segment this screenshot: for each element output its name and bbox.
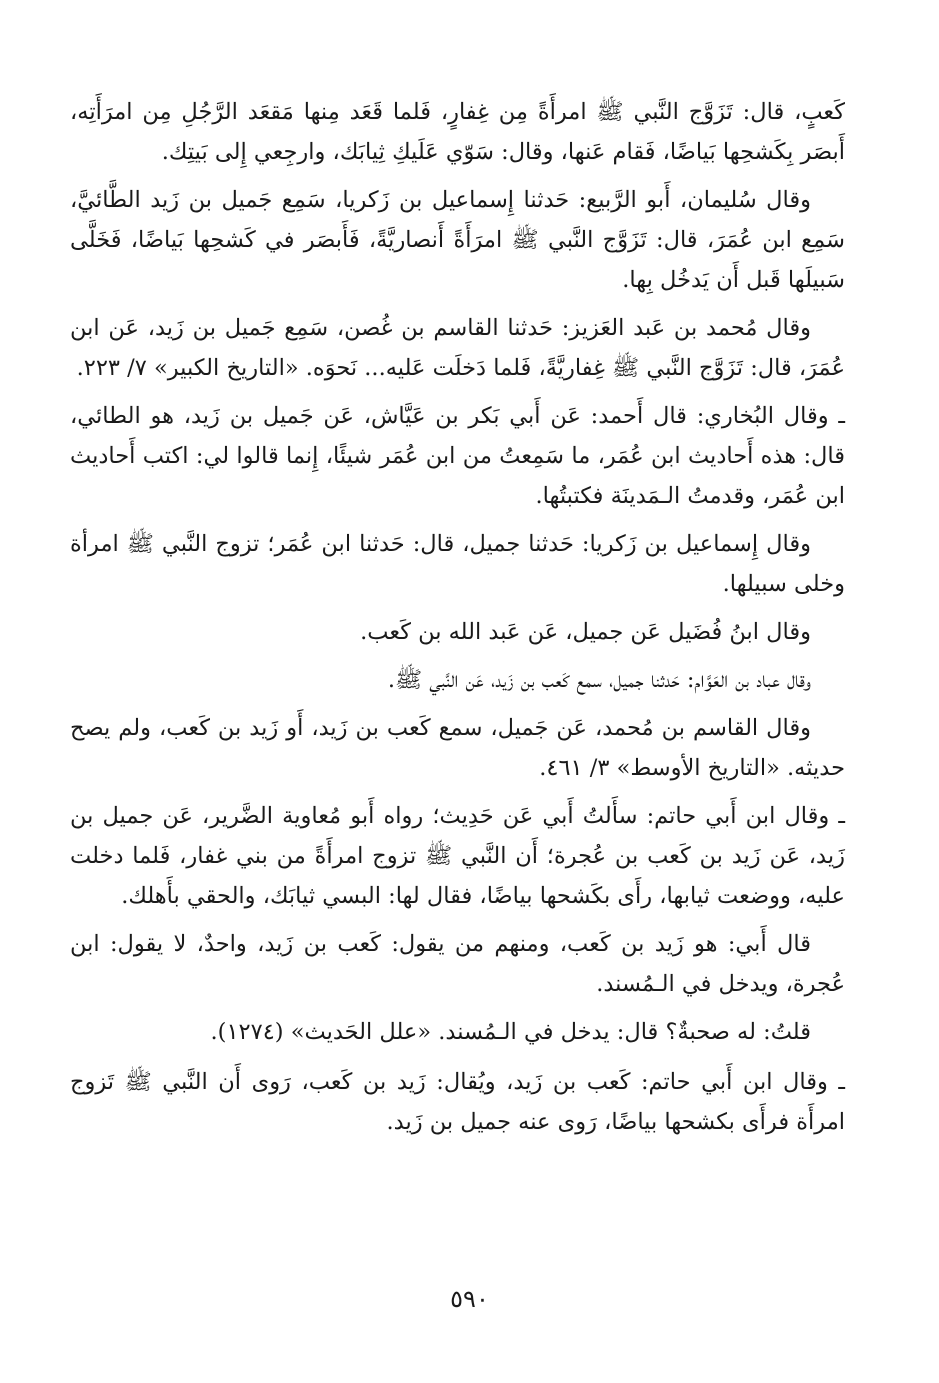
page-number: ٥٩٠: [450, 1285, 489, 1313]
paragraph-ibn-fudayl: وقال ابنُ فُضَيل عَن جميل، عَن عَبد الله بن كَعب.: [360, 619, 811, 645]
paragraph-muhammad: وقال مُحمد بن عَبد العَزيز: حَدثنا القاسم بن غُصن، سَمِع جَميل بن زَيد، عَن ابن عُمَرَ، قال: تَزَوَّج النَّبي ﷺ غِفاريَّةً، فَلما دَخلَت عَليه... نَحوَه. «التاريخ الكبير» ٧/ ٢٢٣.: [70, 315, 845, 381]
paragraph-sulayman: وقال سُليمان، أَبو الرَّبيع: حَدثنا إِسماعيل بن زَكريا، سَمِع جَميل بن زَيد الطَّائيَّ، سَمِع ابن عُمَرَ، قال: تَزَوَّج النَّبي ﷺ امرَأَةً أَنصاريَّةً، فَأَبصَر في كَشحِها بَياضًا، فَخَلَّى سَبيلَها قَبل أَن يَدخُل بِها.: [70, 187, 845, 293]
paragraph-ibn-abi-hatim-1: ـ وقال ابن أَبي حاتم: سأَلتُ أَبي عَن حَدِيث؛ رواه أَبو مُعاوية الضَّرير، عَن جميل بن زَيد، عَن زَيد بن كَعب بن عُجرة؛ أَن النَّبي ﷺ تزوج امرأَةً من بني غفار، فَلما دخلت عليه، ووضعت ثيابها، رأَى بكَشحها بياضًا، فقال لها: البسي ثيابَك، والحقي بأَهلك.: [70, 803, 845, 909]
paragraph-ismail: وقال إِسماعيل بن زَكريا: حَدثنا جميل، قال: حَدثنا ابن عُمَر؛ تزوج النَّبي ﷺ امرأة وخلى سبيلها.: [70, 531, 845, 597]
paragraph-ibn-abi-hatim-2: ـ وقال ابن أَبي حاتم: كَعب بن زَيد، ويُقال: زَيد بن كَعب، رَوى أَن النَّبي ﷺ تَزوج امرأَة فرأَى بكشحها بياضًا، رَوى عنه جميل بن زَيد.: [70, 1069, 845, 1135]
paragraph-continuation: كَعبٍ، قال: تَزَوَّج النَّبي ﷺ امرأَةً مِن غِفارٍ، فَلما قَعَد مِنها مَقعَد الرَّجُلِ مِن امرَأَتِه، أَبصَر بِكَشحِها بَياضًا، فَقام عَنها، وقال: سَوّي عَلَيكِ ثِيابَك، وارجِعي إِلى بَيتِك.: [70, 99, 845, 165]
paragraph-qasim: وقال القاسم بن مُحمد، عَن جَميل، سمع كَعب بن زَيد، أَو زَيد بن كَعب، ولم يصح حديثه. «التاريخ الأوسط» ٣/ ٤٦١.: [70, 715, 845, 781]
paragraph-bukhari: ـ وقال البُخاري: قال أَحمد: عَن أَبي بَكر بن عَيَّاش، عَن جَميل بن زَيد، هو الطائي، قال: هذه أَحاديث ابن عُمَر، ما سَمِعتُ من ابن عُمَر شيئًا، إِنما قالوا لي: اكتب أَحاديث ابن عُمَر، وقدمتُ الـمَدينَة فكتبتُها.: [70, 403, 845, 509]
paragraph-qala-abi: قال أَبي: هو زَيد بن كَعب، ومنهم من يقول: كَعب بن زَيد، واحدٌ، لا يقول: ابن عُجرة، ويدخل في الـمُسند.: [70, 931, 845, 997]
paragraph-abbad: وقال عباد بن العَوَّام: حَدثنا جميل، سمع كَعب بن زَيد، عَن النَّبي ﷺ.: [387, 667, 811, 693]
paragraph-qultu: قلتُ: له صحبةٌ؟ قال: يدخل في الـمُسند. «علل الحَديث» (١٢٧٤).: [210, 1019, 811, 1045]
document-body: [70, 92, 845, 1150]
